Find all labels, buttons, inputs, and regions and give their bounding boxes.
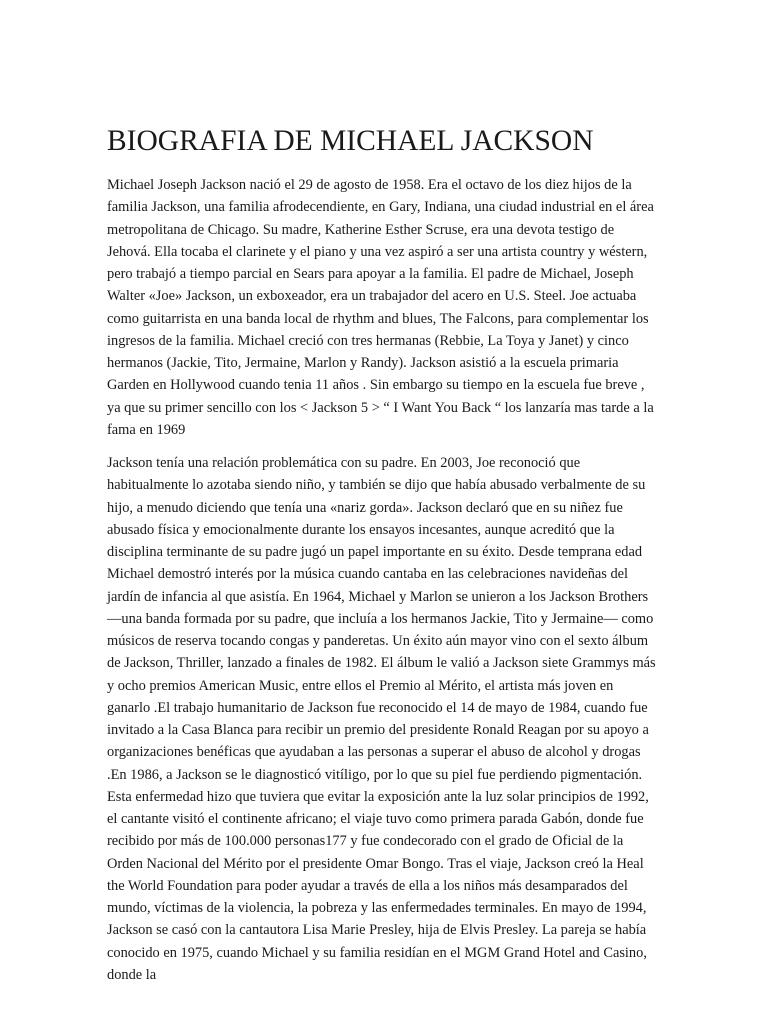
document-body (107, 122, 660, 986)
paragraph-2: Jackson tenía una relación problemática con su padre. En 2003, Joe reconoció que habitualmente lo azotaba siendo niño, y también se dijo que había abusado verbalmente de su hijo, a menudo diciendo que tenía una «nariz gorda». Jackson declaró que en su niñez fue abusado física y emocionalmente durante los ensayos incesantes, aunque acreditó que la disciplina terminante de su padre jugó un papel importante en su éxito. Desde temprana edad Michael demostró interés por la música cuando cantaba en las celebraciones navideñas del jardín de infancia al que asistía. En 1964, Michael y Marlon se unieron a los Jackson Brothers —una banda formada por su padre, que incluía a los hermanos Jackie, Tito y Jermaine— como músicos de reserva tocando congas y panderetas. Un éxito aún mayor vino con el sexto álbum de Jackson, Thriller, lanzado a finales de 1982. El álbum le valió a Jackson siete Grammys más y ocho premios American Music, entre ellos el Premio al Mérito, el artista más joven en ganarlo .El trabajo humanitario de Jackson fue reconocido el 14 de mayo de 1984, cuando fue invitado a la Casa Blanca para recibir un premio del presidente Ronald Reagan por su apoyo a organizaciones benéficas que ayudaban a las personas a superar el abuso de alcohol y drogas .En 1986, a Jackson se le diagnosticó vitíligo, por lo que su piel fue perdiendo pigmentación. Esta enfermedad hizo que tuviera que evitar la exposición ante la luz solar principios de 1992, el cantante visitó el continente africano; el viaje tuvo como primera parada Gabón, donde fue recibido por más de 100.000 personas177 y fue condecorado con el grado de Oficial de la Orden Nacional del Mérito por el presidente Omar Bongo. Tras el viaje, Jackson creó la Heal the World Foundation para poder ayudar a través de ella a los niños más desamparados del mundo, víctimas de la violencia, la pobreza y las enfermedades terminales. En mayo de 1994, Jackson se casó con la cantautora Lisa Marie Presley, hija de Elvis Presley. La pareja se había conocido en 1975, cuando Michael y su familia residían en el MGM Grand Hotel and Casino, donde la (107, 455, 656, 983)
paragraph-1: Michael Joseph Jackson nació el 29 de agosto de 1958. Era el octavo de los diez hijos de la familia Jackson, una familia afrodecendiente, en Gary, Indiana, una ciudad industrial en el área metropolitana de Chicago. Su madre, Katherine Esther Scruse, era una devota testigo de Jehová. Ella tocaba el clarinete y el piano y una vez aspiró a ser una artista country y wéstern, pero trabajó a tiempo parcial en Sears para apoyar a la familia. El padre de Michael, Joseph Walter «Joe» Jackson, un exboxeador, era un trabajador del acero en U.S. Steel. Joe actuaba como guitarrista en una banda local de rhythm and blues, The Falcons, para complementar los ingresos de la familia. Michael creció con tres hermanas (Rebbie, La Toya y Janet) y cinco hermanos (Jackie, Tito, Jermaine, Marlon y Randy). Jackson asistió a la escuela primaria Garden en Hollywood cuando tenia 11 años . Sin embargo su tiempo en la escuela fue breve , ya que su primer sencillo con los < Jackson 5 > “ I Want You Back “ los lanzaría mas tarde a la fama en 1969 (107, 177, 654, 438)
page-title: BIOGRAFIA DE MICHAEL JACKSON (107, 125, 594, 157)
